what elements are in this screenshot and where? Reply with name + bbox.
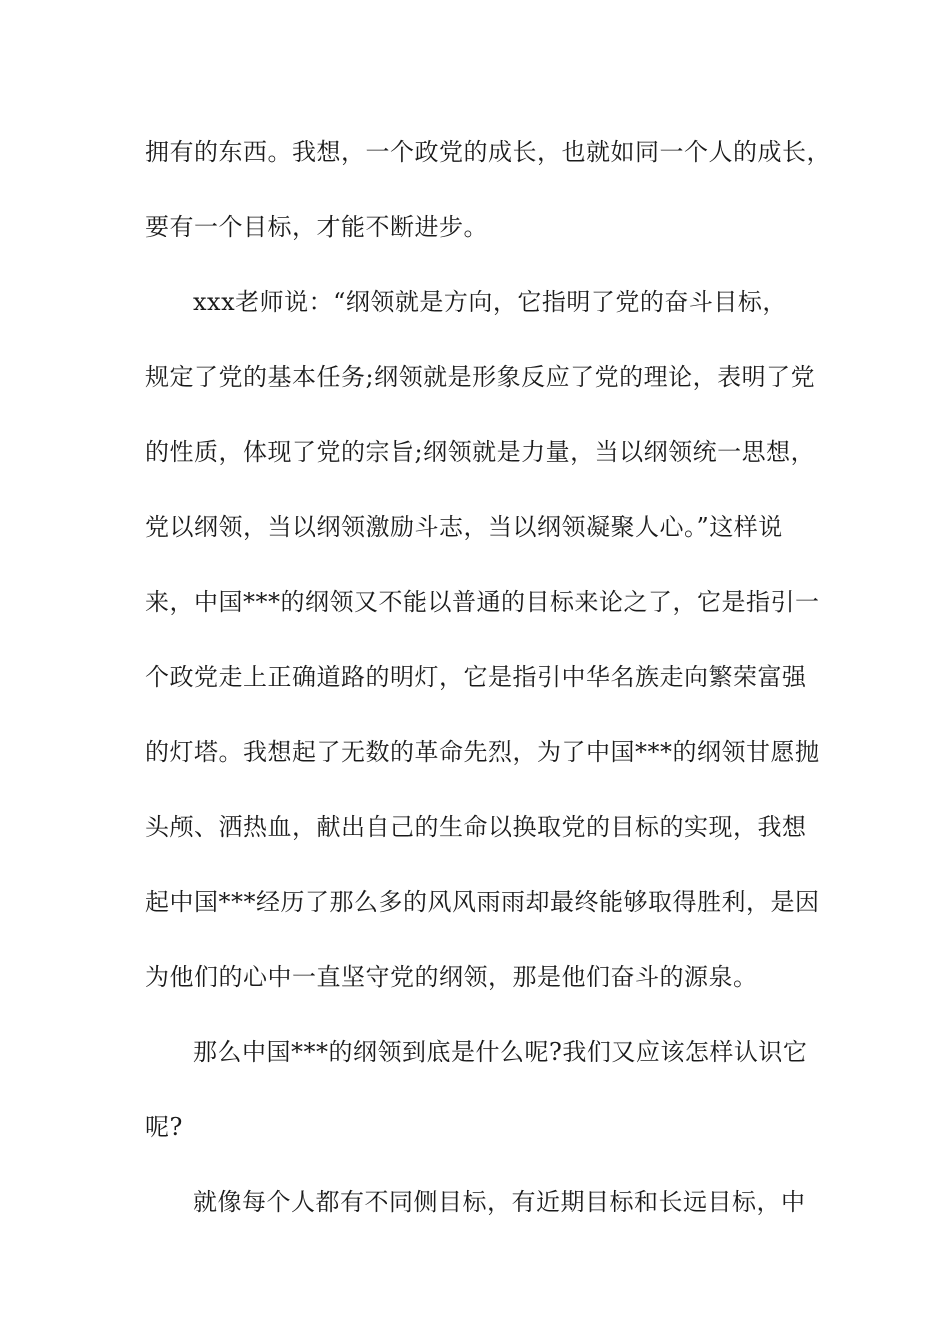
text-line: 为他们的心中一直坚守党的纲领，那是他们奋斗的源泉。	[145, 963, 758, 991]
text-line: 来，中国***的纲领又不能以普通的目标来论之了，它是指引一	[145, 588, 820, 616]
text-line: 起中国***经历了那么多的风风雨雨却最终能够取得胜利，是因	[145, 888, 820, 916]
text-line: 党以纲领，当以纲领激励斗志，当以纲领凝聚人心。”这样说	[145, 513, 783, 541]
paragraph-start-line: xxx老师说：“纲领就是方向，它指明了党的奋斗目标，	[193, 288, 787, 316]
text-line: 拥有的东西。我想，一个政党的成长，也就如同一个人的成长，	[145, 138, 831, 166]
paragraph-start-line: 就像每个人都有不同侧目标，有近期目标和长远目标，中	[193, 1188, 806, 1216]
text-line: 的性质，体现了党的宗旨;纲领就是力量，当以纲领统一思想，	[145, 438, 816, 466]
paragraph-start-line: 那么中国***的纲领到底是什么呢?我们又应该怎样认识它	[193, 1038, 808, 1066]
text-line: 规定了党的基本任务;纲领就是形象反应了党的理论，表明了党	[145, 363, 816, 391]
text-line: 要有一个目标，才能不断进步。	[145, 213, 488, 241]
text-line: 个政党走上正确道路的明灯，它是指引中华名族走向繁荣富强	[145, 663, 807, 691]
text-line: 头颅、洒热血，献出自己的生命以换取党的目标的实现，我想	[145, 813, 807, 841]
text-line: 呢?	[145, 1113, 183, 1141]
text-line: 的灯塔。我想起了无数的革命先烈，为了中国***的纲领甘愿抛	[145, 738, 820, 766]
